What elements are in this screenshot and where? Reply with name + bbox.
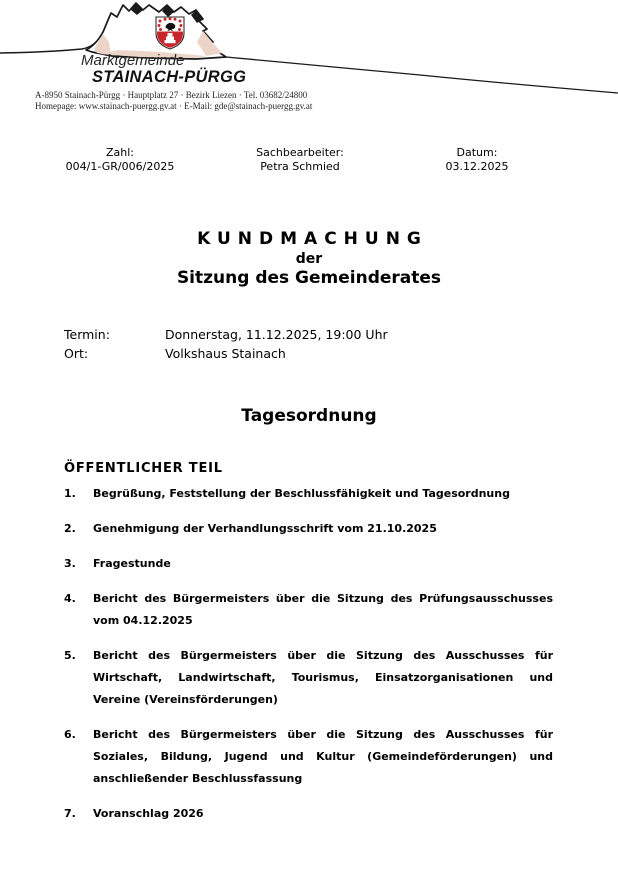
- municipality-name: STAINACH-PÜRGG: [92, 68, 247, 86]
- agenda-item-text: Bericht des Bürgermeisters über die Sitzung des Prüfungsausschusses vom 04.12.2025: [93, 592, 553, 627]
- zahl-value: 004/1-GR/006/2025: [65, 160, 175, 173]
- agenda-item: [64, 553, 553, 575]
- agenda-item: [64, 483, 553, 505]
- title-line-sitzung: Sitzung des Gemeinderates: [176, 268, 442, 288]
- title-line-kundmachung: KUNDMACHUNG: [197, 229, 428, 249]
- agenda-item: [64, 518, 553, 540]
- meta-datum: [402, 146, 552, 174]
- agenda-item-number: 5.: [64, 649, 76, 662]
- termin-row: [64, 325, 388, 344]
- agenda-list: [64, 483, 553, 838]
- agenda-item-text: Bericht des Bürgermeisters über die Sitzung des Ausschusses für Wirtschaft, Landwirtschaft, Tourismus, Einsatzorganisationen und Vereine (Vereinsförderungen): [93, 649, 553, 706]
- datum-label: Datum:: [456, 146, 498, 159]
- agenda-item: [64, 803, 553, 825]
- address-line: A-8950 Stainach-Pürgg · Hauptplatz 27 · Bezirk Liezen · Tel. 03682/24800: [35, 90, 308, 100]
- meta-sachbearbeiter: [225, 146, 375, 174]
- title-line-der: der: [295, 251, 323, 267]
- agenda-item-number: 6.: [64, 728, 76, 741]
- agenda-item: [64, 588, 553, 632]
- ort-value: Volkshaus Stainach: [165, 346, 286, 361]
- agenda-item-text: Fragestunde: [93, 557, 171, 570]
- datum-value: 03.12.2025: [445, 160, 509, 173]
- agenda-item-text: Bericht des Bürgermeisters über die Sitzung des Ausschusses für Soziales, Bildung, Jugend und Kultur (Gemeindeförderungen) und anschließender Beschlussfassung: [93, 728, 553, 785]
- agenda-item-number: 2.: [64, 522, 76, 535]
- municipality-type-label: Marktgemeinde: [81, 52, 185, 69]
- sachbearbeiter-value: Petra Schmied: [260, 160, 340, 173]
- agenda-item-text: Voranschlag 2026: [93, 807, 204, 820]
- agenda-item: [64, 645, 553, 711]
- agenda-item-text: Begrüßung, Feststellung der Beschlussfähigkeit und Tagesordnung: [93, 487, 510, 500]
- termin-label: Termin:: [64, 327, 110, 342]
- meta-zahl: [45, 146, 195, 174]
- document-title: [0, 228, 618, 288]
- agenda-item-number: 3.: [64, 557, 76, 570]
- ort-row: [64, 344, 388, 363]
- agenda-item-number: 7.: [64, 807, 76, 820]
- contact-line: Homepage: www.stainach-puergg.gv.at · E-Mail: gde@stainach-puergg.gv.at: [35, 101, 313, 111]
- public-section-heading: ÖFFENTLICHER TEIL: [64, 461, 223, 476]
- zahl-label: Zahl:: [105, 146, 134, 159]
- agenda-heading: Tagesordnung: [241, 406, 377, 426]
- termin-value: Donnerstag, 11.12.2025, 19:00 Uhr: [165, 327, 388, 342]
- ort-label: Ort:: [64, 346, 89, 361]
- sachbearbeiter-label: Sachbearbeiter:: [256, 146, 344, 159]
- agenda-item-text: Genehmigung der Verhandlungsschrift vom 21.10.2025: [93, 522, 437, 535]
- agenda-item-number: 1.: [64, 487, 76, 500]
- agenda-item-number: 4.: [64, 592, 76, 605]
- agenda-item: [64, 724, 553, 790]
- meeting-info: [64, 325, 388, 363]
